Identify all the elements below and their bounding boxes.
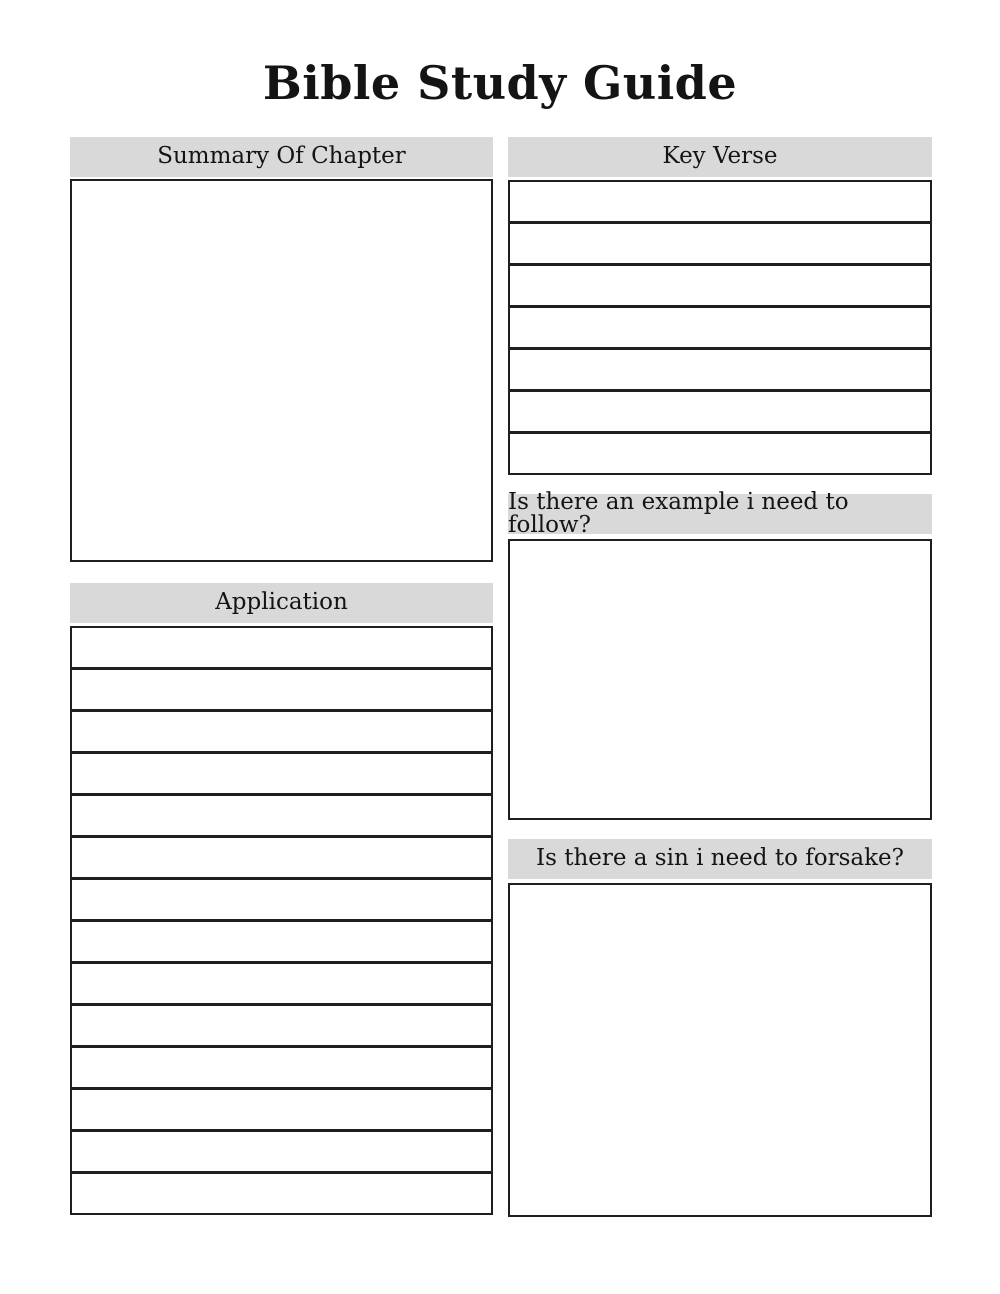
summary-notes-area[interactable] (70, 179, 493, 562)
key-verse-writing-line[interactable] (508, 348, 932, 391)
section-header-summary (70, 137, 493, 177)
application-writing-line[interactable] (70, 920, 493, 963)
application-writing-line[interactable] (70, 1004, 493, 1047)
section-title-sin: Is there a sin i need to forsake? (536, 845, 904, 872)
application-writing-line[interactable] (70, 1088, 493, 1131)
application-writing-line[interactable] (70, 836, 493, 879)
section-header-application (70, 583, 493, 623)
application-writing-line[interactable] (70, 626, 493, 669)
application-writing-line[interactable] (70, 1130, 493, 1173)
key-verse-writing-line[interactable] (508, 432, 932, 475)
application-writing-line[interactable] (70, 878, 493, 921)
page-title: Bible Study Guide (262, 56, 738, 110)
key-verse-writing-line[interactable] (508, 306, 932, 349)
right-column (508, 137, 932, 1217)
key-verse-writing-line[interactable] (508, 264, 932, 307)
example-notes-area[interactable] (508, 539, 932, 820)
left-column (70, 137, 493, 1215)
section-title-application: Application (215, 589, 348, 616)
spacer (508, 820, 932, 839)
worksheet-columns (0, 137, 1000, 1217)
application-writing-line[interactable] (70, 1046, 493, 1089)
sin-notes-area[interactable] (508, 883, 932, 1217)
section-header-key-verse (508, 137, 932, 177)
spacer (70, 562, 493, 583)
key-verse-writing-line[interactable] (508, 180, 932, 223)
section-title-example: Is there an example i need to follow? (508, 488, 849, 538)
section-header-sin (508, 839, 932, 879)
section-title-summary: Summary Of Chapter (157, 143, 406, 170)
application-writing-line[interactable] (70, 962, 493, 1005)
section-title-key-verse: Key Verse (662, 143, 778, 170)
application-lines (70, 626, 493, 1215)
application-writing-line[interactable] (70, 668, 493, 711)
key-verse-writing-line[interactable] (508, 222, 932, 265)
key-verse-lines (508, 180, 932, 475)
application-writing-line[interactable] (70, 752, 493, 795)
application-writing-line[interactable] (70, 710, 493, 753)
application-writing-line[interactable] (70, 794, 493, 837)
key-verse-writing-line[interactable] (508, 390, 932, 433)
section-header-example (508, 488, 932, 538)
application-writing-line[interactable] (70, 1172, 493, 1215)
